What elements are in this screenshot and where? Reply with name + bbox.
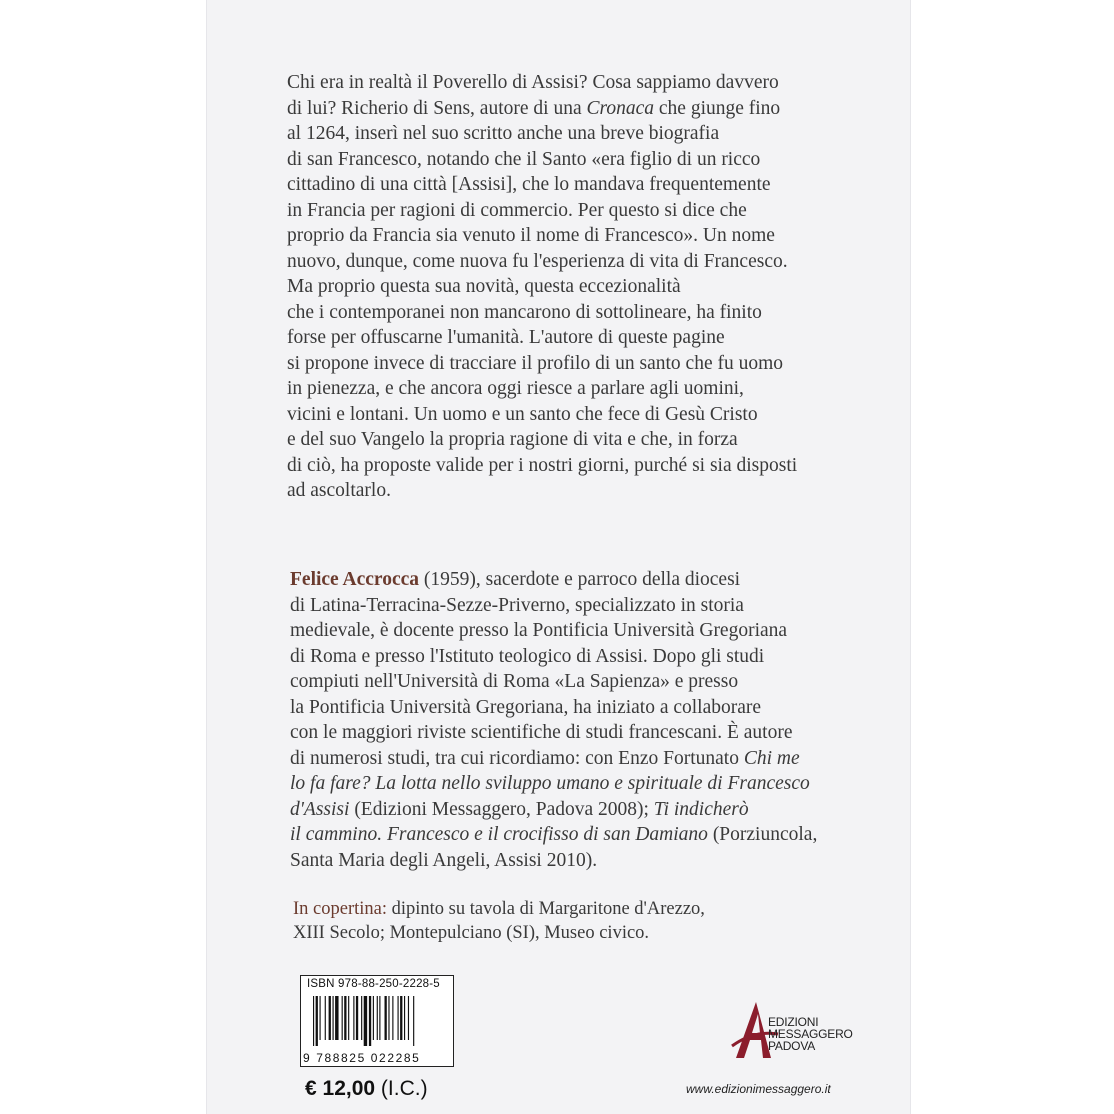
bio-segment: di numerosi studi, tra cui ricordiamo: con Enzo Fortunato xyxy=(290,747,744,769)
publisher-website: www.edizionimessaggero.it xyxy=(686,1082,831,1096)
barcode-bar xyxy=(348,996,349,1040)
blurb-segment: e del suo Vangelo la propria ragione di vita e che, in forza xyxy=(287,429,738,450)
blurb-segment: vicini e lontani. Un uomo e un santo che fece di Gesù Cristo xyxy=(287,403,758,425)
barcode-bar xyxy=(398,996,399,1040)
blurb-segment: cittadino di una città [Assisi], che lo mandava frequentemente xyxy=(287,174,771,195)
bio-segment: il cammino. Francesco e il crocifisso di san Damiano xyxy=(290,824,708,845)
blurb-segment: al 1264, inserì nel suo scritto anche una breve biografia xyxy=(287,123,720,144)
barcode-bar xyxy=(316,996,318,1046)
blurb-segment: in pienezza, e che ancora oggi riesce a parlare agli uomini, xyxy=(287,378,744,399)
blurb-line xyxy=(287,402,847,428)
bio-line xyxy=(290,644,850,670)
credit-line-2: XIII Secolo; Montepulciano (SI), Museo civico. xyxy=(293,923,650,943)
blurb-line xyxy=(287,147,847,173)
barcode-bar xyxy=(388,996,389,1040)
barcode-bar xyxy=(333,996,334,1040)
blurb-segment: in Francia per ragioni di commercio. Per questo si dice che xyxy=(287,199,747,221)
bio-segment: (Edizioni Messaggero, Padova 2008); xyxy=(349,798,654,820)
barcode-bar xyxy=(392,996,393,1040)
blurb-line xyxy=(287,249,847,275)
bio-line xyxy=(290,746,850,772)
bio-first-line xyxy=(290,567,850,593)
barcode-bar xyxy=(413,996,414,1046)
blurb-text xyxy=(287,70,847,504)
bio-line xyxy=(290,797,850,823)
blurb-segment: di ciò, ha proposte valide per i nostri giorni, purché si sia disposti xyxy=(287,454,798,476)
barcode-bar xyxy=(364,996,367,1046)
blurb-line xyxy=(287,351,847,377)
blurb-segment: forse per offuscarne l'umanità. L'autore di queste pagine xyxy=(287,327,725,348)
author-name: Felice Accrocca xyxy=(290,569,420,590)
blurb-segment: nuovo, dunque, come nuova fu l'esperienza di vita di Francesco. xyxy=(287,250,788,272)
publisher-name-line-2: MESSAGGERO xyxy=(768,1027,853,1041)
bio-segment: di Roma e presso l'Istituto teologico di Assisi. Dopo gli studi xyxy=(290,645,765,667)
publisher-name-line-1: EDIZIONI xyxy=(768,1015,819,1029)
blurb-segment: di lui? Richerio di Sens, autore di una xyxy=(287,97,587,119)
blurb-segment: di san Francesco, notando che il Santo «era figlio di un ricco xyxy=(287,148,761,170)
blurb-segment: Chi era in realtà il Poverello di Assisi? Cosa sappiamo davvero xyxy=(287,72,779,93)
barcode-bar xyxy=(356,996,358,1040)
bio-segment: compiuti nell'Università di Roma «La Sapienza» e presso xyxy=(290,671,739,692)
barcode-bar xyxy=(325,996,326,1040)
bio-line xyxy=(290,771,850,797)
barcode-bar xyxy=(335,996,338,1040)
barcode-bar xyxy=(379,996,380,1040)
blurb-segment: proprio da Francia sia venuto il nome di Francesco». Un nome xyxy=(287,225,775,246)
blurb-segment: ad ascoltarlo. xyxy=(287,480,391,501)
barcode-bar xyxy=(361,996,362,1040)
price-suffix: (I.C.) xyxy=(375,1077,428,1100)
author-bio xyxy=(290,567,850,873)
price-amount: € 12,00 xyxy=(305,1077,376,1100)
barcode-bar xyxy=(373,996,374,1040)
blurb-line xyxy=(287,172,847,198)
blurb-segment: che giunge fino xyxy=(654,97,781,119)
blurb-line xyxy=(287,198,847,224)
bio-segment: di Latina-Terracina-Sezze-Priverno, specializzato in storia xyxy=(290,594,744,616)
barcode-bar xyxy=(404,996,405,1040)
barcode-bar xyxy=(353,996,354,1040)
blurb-line xyxy=(287,300,847,326)
bio-segment: Santa Maria degli Angeli, Assisi 2010). xyxy=(290,849,598,871)
bio-segment: lo fa fare? La lotta nello sviluppo umano e spirituale di Francesco xyxy=(290,773,810,794)
blurb-line xyxy=(287,376,847,402)
barcode-bar xyxy=(320,996,321,1040)
barcode-bar xyxy=(385,996,387,1040)
blurb-line xyxy=(287,427,847,453)
bio-segment: Ti indicherò xyxy=(653,798,749,820)
barcode-bar xyxy=(377,996,378,1040)
barcode-bar xyxy=(369,996,371,1046)
blurb-segment: che i contemporanei non mancarono di sottolineare, ha finito xyxy=(287,301,762,323)
bio-line xyxy=(290,720,850,746)
bio-segment: medievale, è docente presso la Pontificia Università Gregoriana xyxy=(290,620,788,641)
blurb-segment: si propone invece di tracciare il profilo di un santo che fu uomo xyxy=(287,352,784,374)
bio-first-line-rest: (1959), sacerdote e parroco della diocesi xyxy=(419,569,741,590)
bio-segment: Chi me xyxy=(743,747,800,769)
credit-line-1 xyxy=(293,897,705,921)
barcode-bar xyxy=(400,996,402,1040)
bio-segment: d'Assisi xyxy=(290,798,350,820)
isbn-barcode-box xyxy=(300,975,454,1067)
bio-line xyxy=(290,593,850,619)
bio-line xyxy=(290,848,850,874)
bio-segment: con le maggiori riviste scientifiche di studi francescani. È autore xyxy=(290,722,793,743)
blurb-segment: Ma proprio questa sua novità, questa eccezionalità xyxy=(287,276,681,297)
blurb-line xyxy=(287,325,847,351)
blurb-line xyxy=(287,96,847,122)
publisher-name-line-3: PADOVA xyxy=(768,1039,816,1053)
credit-lead: In copertina: xyxy=(293,899,387,919)
bio-segment: la Pontificia Università Gregoriana, ha iniziato a collaborare xyxy=(290,696,762,718)
blurb-line xyxy=(287,274,847,300)
bio-line xyxy=(290,669,850,695)
blurb-line xyxy=(287,223,847,249)
barcode-bar xyxy=(408,996,409,1040)
barcode-bar xyxy=(342,996,343,1040)
bio-line xyxy=(290,822,850,848)
barcode-bar xyxy=(329,996,331,1040)
blurb-line xyxy=(287,478,847,504)
bio-line xyxy=(290,618,850,644)
cover-credit xyxy=(293,897,705,945)
isbn-label: ISBN 978-88-250-2228-5 xyxy=(307,978,440,990)
price xyxy=(305,1077,428,1101)
blurb-line xyxy=(287,453,847,479)
barcode-bar xyxy=(313,996,314,1046)
blurb-segment: Cronaca xyxy=(586,97,655,119)
bio-segment: (Porziuncola, xyxy=(707,824,818,845)
barcode-digits: 9 788825 022285 xyxy=(303,1051,421,1065)
blurb-line xyxy=(287,70,847,96)
blurb-line xyxy=(287,121,847,147)
barcode-bar xyxy=(344,996,346,1040)
barcode-icon xyxy=(311,996,447,1048)
publisher-name xyxy=(768,1016,853,1052)
bio-line xyxy=(290,695,850,721)
credit-line-1-rest: dipinto su tavola di Margaritone d'Arezzo, xyxy=(387,899,705,919)
